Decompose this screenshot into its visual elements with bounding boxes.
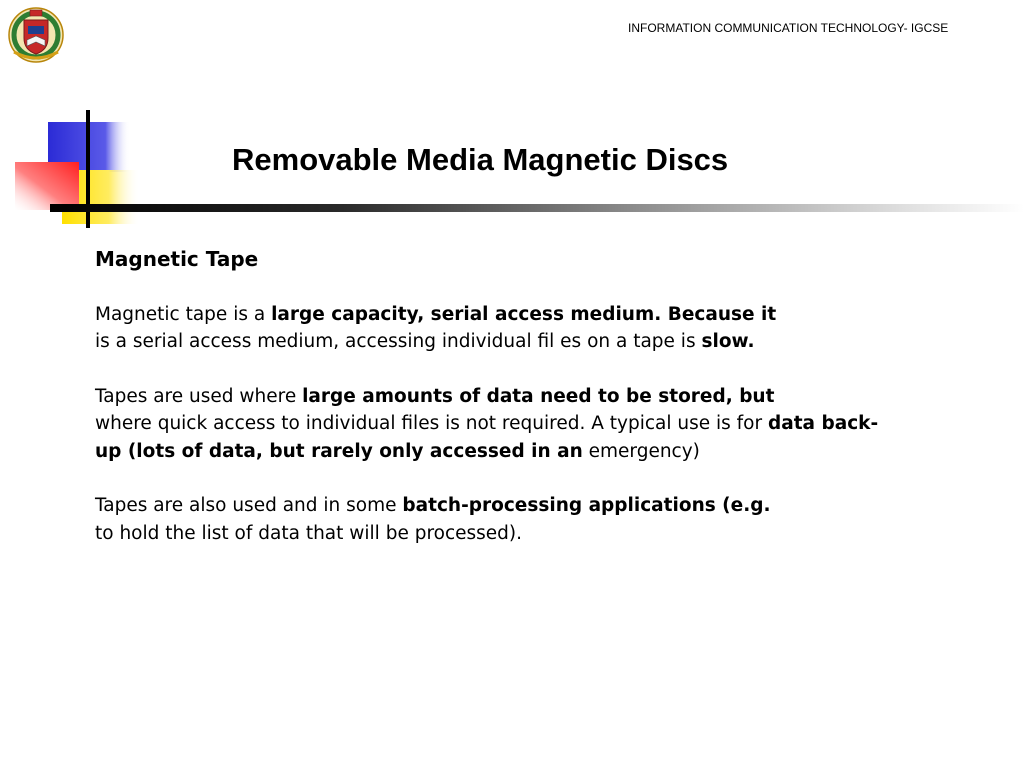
text-run: emergency)	[582, 440, 700, 462]
slide-body	[95, 246, 975, 547]
paragraph-2-line-3	[95, 438, 975, 466]
paragraph-3-line-1	[95, 492, 975, 520]
paragraph-2-line-2	[95, 410, 975, 438]
paragraph-1-line-1	[95, 301, 975, 329]
emphasis-text: data back-	[767, 413, 879, 434]
red-square	[15, 162, 79, 210]
course-header: INFORMATION COMMUNICATION TECHNOLOGY- IGCSE	[628, 21, 949, 35]
emphasis-text: slow.	[701, 331, 755, 352]
slide-title: Removable Media Magnetic Discs	[232, 142, 729, 177]
text-run: Magnetic tape is a	[95, 303, 272, 325]
title-underline	[50, 204, 1024, 212]
emphasis-text: batch-processing applications (e.g.	[402, 495, 771, 516]
paragraph-2-line-1	[95, 383, 975, 411]
text-run: Tapes are also used and in some	[95, 495, 403, 516]
text-run: where quick access to individual files is not required. A typical use is for	[95, 413, 768, 434]
text-run: Tapes are used where	[95, 385, 303, 407]
paragraph-1-line-2	[95, 328, 975, 356]
section-heading: Magnetic Tape	[95, 247, 259, 271]
emphasis-text: large capacity, serial access medium. Because it	[271, 303, 777, 325]
paragraph-3-line-2: to hold the list of data that will be processed).	[95, 522, 523, 544]
text-run: is a serial access medium, accessing individual fil es on a tape is	[95, 331, 702, 352]
emphasis-text: up (lots of data, but rarely only accessed in an	[95, 440, 583, 462]
emphasis-text: large amounts of data need to be stored, but	[302, 385, 775, 407]
